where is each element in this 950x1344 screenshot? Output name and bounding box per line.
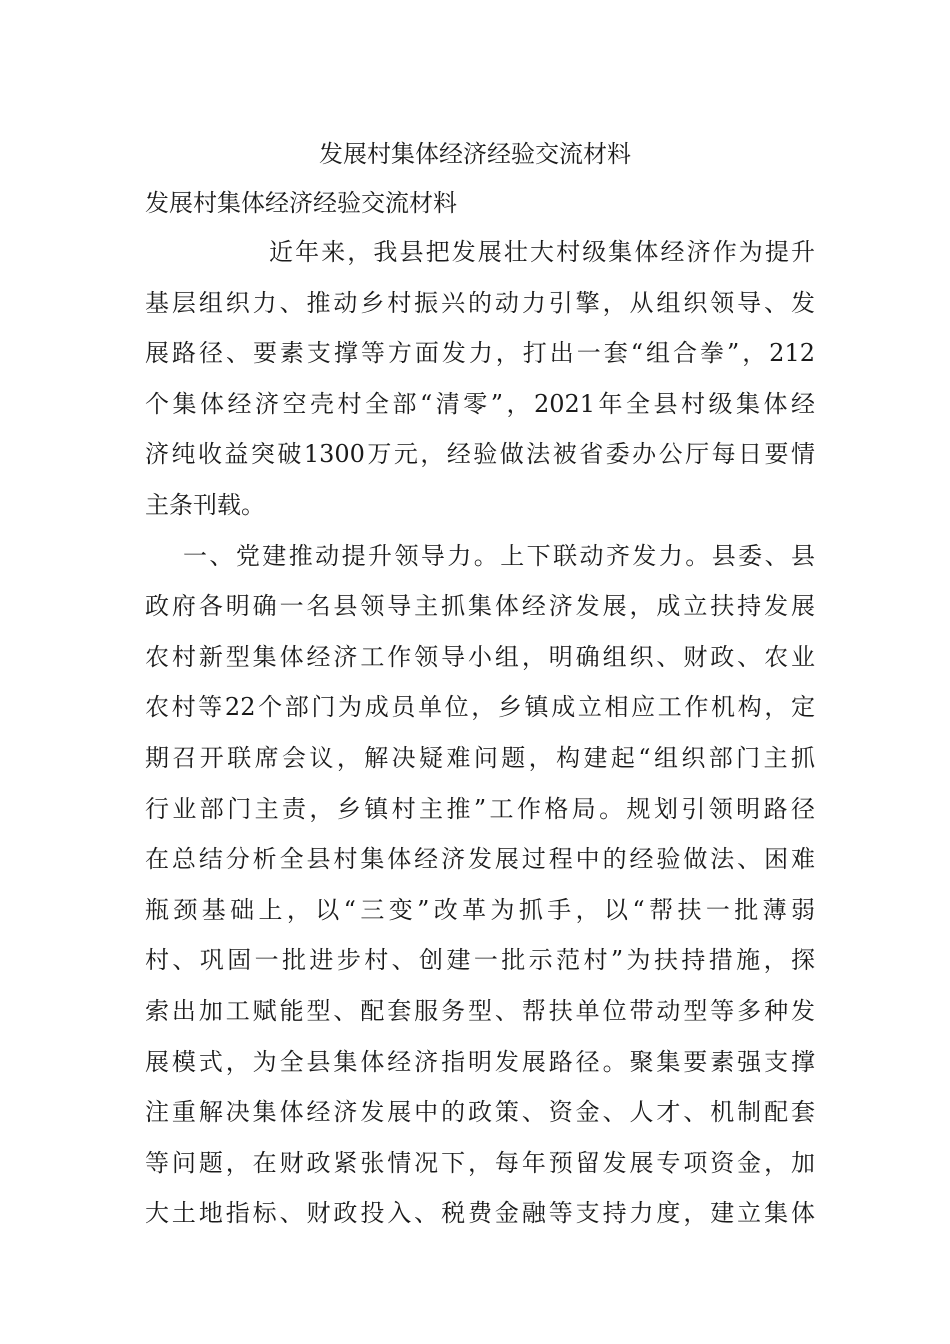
body-line: 瓶颈基础上，以“三变”改革为抓手，以“帮扶一批薄弱: [145, 895, 815, 924]
document-body: [145, 227, 815, 1239]
body-line: 村、巩固一批进步村、创建一批示范村”为扶持措施，探: [145, 946, 815, 975]
body-line: 主条刊载。: [145, 490, 265, 519]
body-line: 展模式，为全县集体经济指明发展路径。聚集要素强支撑: [145, 1047, 815, 1076]
body-line: 行业部门主责，乡镇村主推”工作格局。规划引领明路径: [145, 794, 815, 823]
body-line: 注重解决集体经济发展中的政策、资金、人才、机制配套: [145, 1098, 815, 1127]
body-line: 济纯收益突破1300万元，经验做法被省委办公厅每日要情: [145, 440, 815, 469]
body-line: 农村等22个部门为成员单位，乡镇成立相应工作机构，定: [145, 693, 815, 722]
body-line: 基层组织力、推动乡村振兴的动力引擎，从组织领导、发: [145, 288, 815, 317]
body-line: 个集体经济空壳村全部“清零”，2021年全县村级集体经: [145, 389, 815, 418]
body-line: 近年来，我县把发展壮大村级集体经济作为提升: [269, 238, 815, 266]
body-line: 在总结分析全县村集体经济发展过程中的经验做法、困难: [145, 845, 815, 874]
body-line: 等问题，在财政紧张情况下，每年预留发展专项资金，加: [145, 1148, 815, 1177]
document-subtitle: 发展村集体经济经验交流材料: [145, 189, 457, 217]
body-line: 政府各明确一名县领导主抓集体经济发展，成立扶持发展: [145, 592, 815, 621]
body-line: 大土地指标、财政投入、税费金融等支持力度，建立集体: [145, 1199, 815, 1228]
body-line: 期召开联席会议，解决疑难问题，构建起“组织部门主抓: [145, 743, 815, 772]
document-title: 发展村集体经济经验交流材料: [319, 140, 631, 168]
body-line: 展路径、要素支撑等方面发力，打出一套“组合拳”，212: [145, 339, 815, 368]
body-line: 索出加工赋能型、配套服务型、帮扶单位带动型等多种发: [145, 996, 815, 1025]
body-line: 农村新型集体经济工作领导小组，明确组织、财政、农业: [145, 642, 815, 671]
body-line: 一、党建推动提升领导力。上下联动齐发力。县委、县: [183, 541, 815, 570]
